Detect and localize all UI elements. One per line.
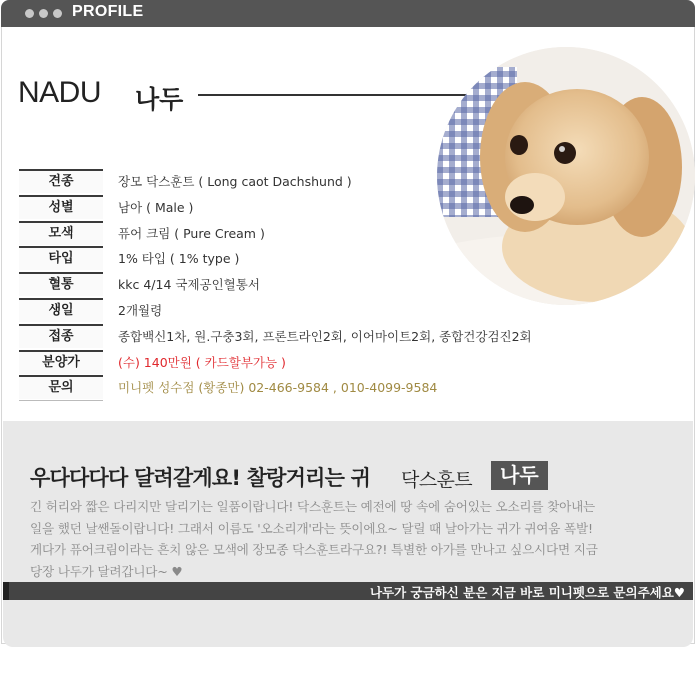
info-value: 1% 타입 ( 1% type ) <box>118 251 240 267</box>
info-value: 종합백신1차, 원.구충3회, 프론트라인2회, 이어마이트2회, 종합건강검진2회 <box>118 328 532 344</box>
header-title: PROFILE <box>72 3 144 20</box>
info-label: 접종 <box>19 324 103 348</box>
info-label: 견종 <box>19 169 103 193</box>
promo-line: 당장 나두가 달려갑니다~ ♥ <box>30 563 183 579</box>
info-row-color <box>19 220 619 246</box>
promo-line: 긴 허리와 짧은 다리지만 달리기는 일품이랍니다! 닥스훈트는 예전에 땅 속에 숨어있는 오소리를 찾아내는 <box>30 499 596 514</box>
info-row-birthday <box>19 297 619 323</box>
name-divider <box>198 94 468 96</box>
cta-accent <box>3 582 9 600</box>
price-value: (수) 140만원 ( 카드할부가능 ) <box>118 354 286 370</box>
profile-header-bar <box>1 0 695 27</box>
dog-name-english: NADU <box>18 76 102 109</box>
contact-value: 미니펫 성수점 (황종만) 02-466-9584 , 010-4099-9584 <box>118 380 438 396</box>
table-bottom-line <box>19 400 103 401</box>
info-row-contact <box>19 374 619 400</box>
info-label: 타입 <box>19 246 103 270</box>
info-label: 분양가 <box>19 350 103 374</box>
promo-breed: 닥스훈트 <box>401 469 473 491</box>
info-row-pedigree <box>19 271 619 297</box>
info-value: 2개월령 <box>118 302 163 318</box>
info-value: 퓨어 크림 ( Pure Cream ) <box>118 225 265 241</box>
info-table <box>19 168 619 400</box>
info-row-type <box>19 245 619 271</box>
contact-cta-bar <box>3 582 693 600</box>
info-label: 문의 <box>19 375 103 399</box>
dot-icon <box>25 9 34 18</box>
dot-icon <box>53 9 62 18</box>
info-row-breed <box>19 168 619 194</box>
promo-title: 우다다다다 달려갈게요! 찰랑거리는 귀 <box>30 466 371 490</box>
info-label: 생일 <box>19 298 103 322</box>
promo-description <box>30 496 670 582</box>
info-label: 성별 <box>19 195 103 219</box>
info-value: 장모 닥스훈트 ( Long caot Dachshund ) <box>118 174 352 189</box>
promo-line: 일을 했던 날쌘돌이랍니다! 그래서 이름도 '오소리개'라는 뜻이에요~ 달릴 때 날아가는 귀가 귀여움 폭발! <box>30 520 593 536</box>
promo-name-tag: 나두 <box>491 461 548 490</box>
info-row-price <box>19 349 619 375</box>
promo-line: 게다가 퓨어크림이라는 흔치 않은 모색에 장모종 닥스훈트라구요?! 특별한 아가를 만나고 싶으시다면 지금 <box>30 542 598 557</box>
info-value: 남아 ( Male ) <box>118 199 194 215</box>
dog-name-korean: 나두 <box>135 85 184 114</box>
info-value: kkc 4/14 국제공인혈통서 <box>118 277 260 293</box>
dot-icon <box>39 9 48 18</box>
header-dots <box>25 9 62 18</box>
info-row-gender <box>19 194 619 220</box>
info-label: 모색 <box>19 221 103 245</box>
info-row-vaccination <box>19 323 619 349</box>
cta-text: 나두가 궁금하신 분은 지금 바로 미니펫으로 문의주세요♥ <box>369 585 685 600</box>
info-label: 혈통 <box>19 272 103 296</box>
